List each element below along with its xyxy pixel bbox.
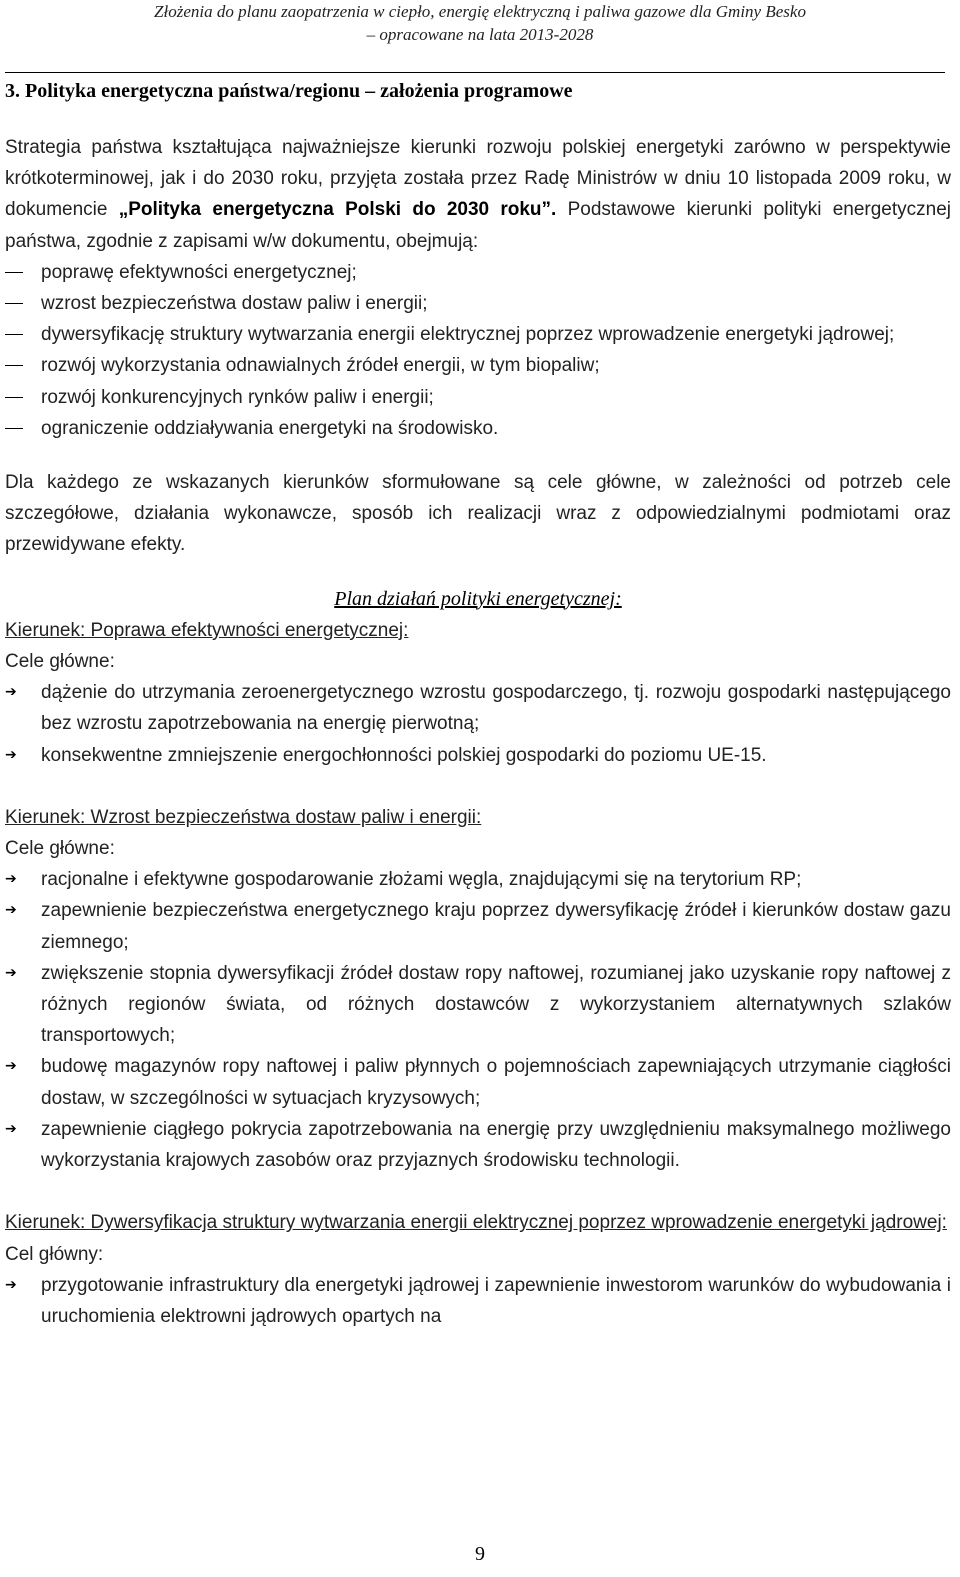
list-item: [5, 319, 951, 350]
list-item-text: konsekwentne zmniejszenie energochłonności polskiej gospodarki do poziomu UE-15.: [41, 744, 767, 766]
list-item-text: budowę magazynów ropy naftowej i paliw płynnych o pojemnościach zapewniających utrzymanie ciągłości dostaw, w szczególności w sytuacjach kryzysowych;: [41, 1056, 951, 1109]
list-item: [5, 677, 951, 739]
goals-list: [5, 864, 951, 1176]
dash-bullet: [5, 428, 23, 429]
list-item-text: rozwój wykorzystania odnawialnych źródeł energii, w tym biopaliw;: [41, 355, 600, 377]
list-item-text: poprawę efektywności energetycznej;: [41, 261, 357, 283]
arrow-icon: ➔: [5, 1120, 17, 1137]
section-title: 3. Polityka energetyczna państwa/regionu – założenia programowe: [5, 80, 573, 102]
list-item-text: wzrost bezpieczeństwa dostaw paliw i energii;: [41, 293, 428, 315]
list-item-text: racjonalne i efektywne gospodarowanie złożami węgla, znajdującymi się na terytorium RP;: [41, 869, 802, 891]
directions-list: [5, 257, 951, 444]
page-content: [5, 76, 951, 1332]
arrow-icon: ➔: [5, 684, 17, 701]
direction-block: [5, 1207, 951, 1332]
list-item: [5, 895, 951, 957]
list-item: [5, 1114, 951, 1176]
header-rule: [5, 72, 945, 73]
arrow-icon: ➔: [5, 1276, 17, 1293]
list-item-text: przygotowanie infrastruktury dla energetyki jądrowej i zapewnienie inwestorom warunków do wybudowania i uruchomienia elektrowni jądrowych opartych na: [41, 1274, 951, 1327]
goals-paragraph: [5, 467, 951, 561]
list-item-text: zwiększenie stopnia dywersyfikacji źródeł dostaw ropy naftowej, rozumianej jako uzyskanie ropy naftowej z różnych regionów świata, od różnych dostawców z wykorzystaniem alternatywnych szlaków transportowych;: [41, 962, 951, 1047]
list-item: [5, 382, 951, 413]
goals-label: Cele główne:: [5, 651, 115, 673]
document-title: „Polityka energetyczna Polski do 2030 roku”.: [118, 199, 557, 221]
list-item: [5, 1051, 951, 1113]
list-item: [5, 288, 951, 319]
list-item-text: dążenie do utrzymania zeroenergetycznego wzrostu gospodarczego, tj. rozwoju gospodarki następującego bez wzrostu zapotrzebowania na energię pierwotną;: [41, 682, 951, 735]
goals-label: Cele główne:: [5, 838, 115, 860]
header-title: Złożenia do planu zaopatrzenia w ciepło, energię elektryczną i paliwa gazowe dla Gminy Besko: [154, 2, 806, 21]
arrow-icon: ➔: [5, 964, 17, 981]
goals-list: [5, 1270, 951, 1332]
list-item: [5, 350, 951, 381]
page-number: 9: [475, 1543, 485, 1565]
goals-paragraph-text: Dla każdego ze wskazanych kierunków sformułowane są cele główne, w zależności od potrzeb cele szczegółowe, działania wykonawcze, sposób ich realizacji wraz z odpowiedzialnymi podmiotami oraz przewidywane efekty.: [5, 472, 951, 556]
goals-list: [5, 677, 951, 771]
direction-block: [5, 802, 951, 1176]
arrow-icon: ➔: [5, 871, 17, 888]
dash-bullet: [5, 303, 23, 304]
list-item: [5, 1270, 951, 1332]
list-item-text: ograniczenie oddziaływania energetyki na środowisko.: [41, 417, 499, 439]
direction-heading: Kierunek: Wzrost bezpieczeństwa dostaw paliw i energii:: [5, 806, 482, 828]
direction-heading: Kierunek: Poprawa efektywności energetycznej:: [5, 619, 409, 641]
list-item-text: rozwój konkurencyjnych rynków paliw i energii;: [41, 386, 434, 408]
plan-title: Plan działań polityki energetycznej:: [334, 587, 622, 610]
arrow-icon: ➔: [5, 902, 17, 919]
intro-text-1: Strategia państwa kształtująca najważniejsze kierunki rozwoju polskiej energetyki zarówno w perspektywie krótkoterminowej, jak i do 2030 roku, przyjęta została przez Radę Ministrów w dniu 10 listopada 2009 roku, w dokumencie: [5, 137, 951, 221]
list-item: [5, 257, 951, 288]
list-item: [5, 740, 951, 771]
arrow-icon: ➔: [5, 746, 17, 763]
intro-paragraph: [5, 132, 951, 257]
dash-bullet: [5, 334, 23, 335]
arrow-icon: ➔: [5, 1058, 17, 1075]
dash-bullet: [5, 365, 23, 366]
header-subtitle: – opracowane na lata 2013-2028: [366, 25, 594, 44]
dash-bullet: [5, 397, 23, 398]
list-item-text: dywersyfikację struktury wytwarzania energii elektrycznej poprzez wprowadzenie energetyki jądrowej;: [41, 324, 895, 346]
intro-text-2: Podstawowe kierunki polityki energetycznej państwa, zgodnie z zapisami w/w dokumentu, obejmują:: [5, 199, 952, 252]
direction-heading: Kierunek: Dywersyfikacja struktury wytwarzania energii elektrycznej poprzez wprowadzenie energetyki jądrowej:: [5, 1212, 947, 1234]
list-item-text: zapewnienie ciągłego pokrycia zapotrzebowania na energię przy uwzględnieniu maksymalnego możliwego wykorzystania krajowych zasobów oraz przyjaznych środowisku technologii.: [41, 1118, 951, 1172]
list-item: [5, 413, 951, 444]
list-item: [5, 864, 951, 895]
goals-label: Cel główny:: [5, 1243, 104, 1265]
list-item-text: zapewnienie bezpieczeństwa energetycznego kraju poprzez dywersyfikację źródeł i kierunków dostaw gazu ziemnego;: [41, 900, 951, 953]
list-item: [5, 958, 951, 1052]
direction-block: [5, 615, 951, 771]
dash-bullet: [5, 272, 23, 273]
page-header: [0, 0, 960, 46]
